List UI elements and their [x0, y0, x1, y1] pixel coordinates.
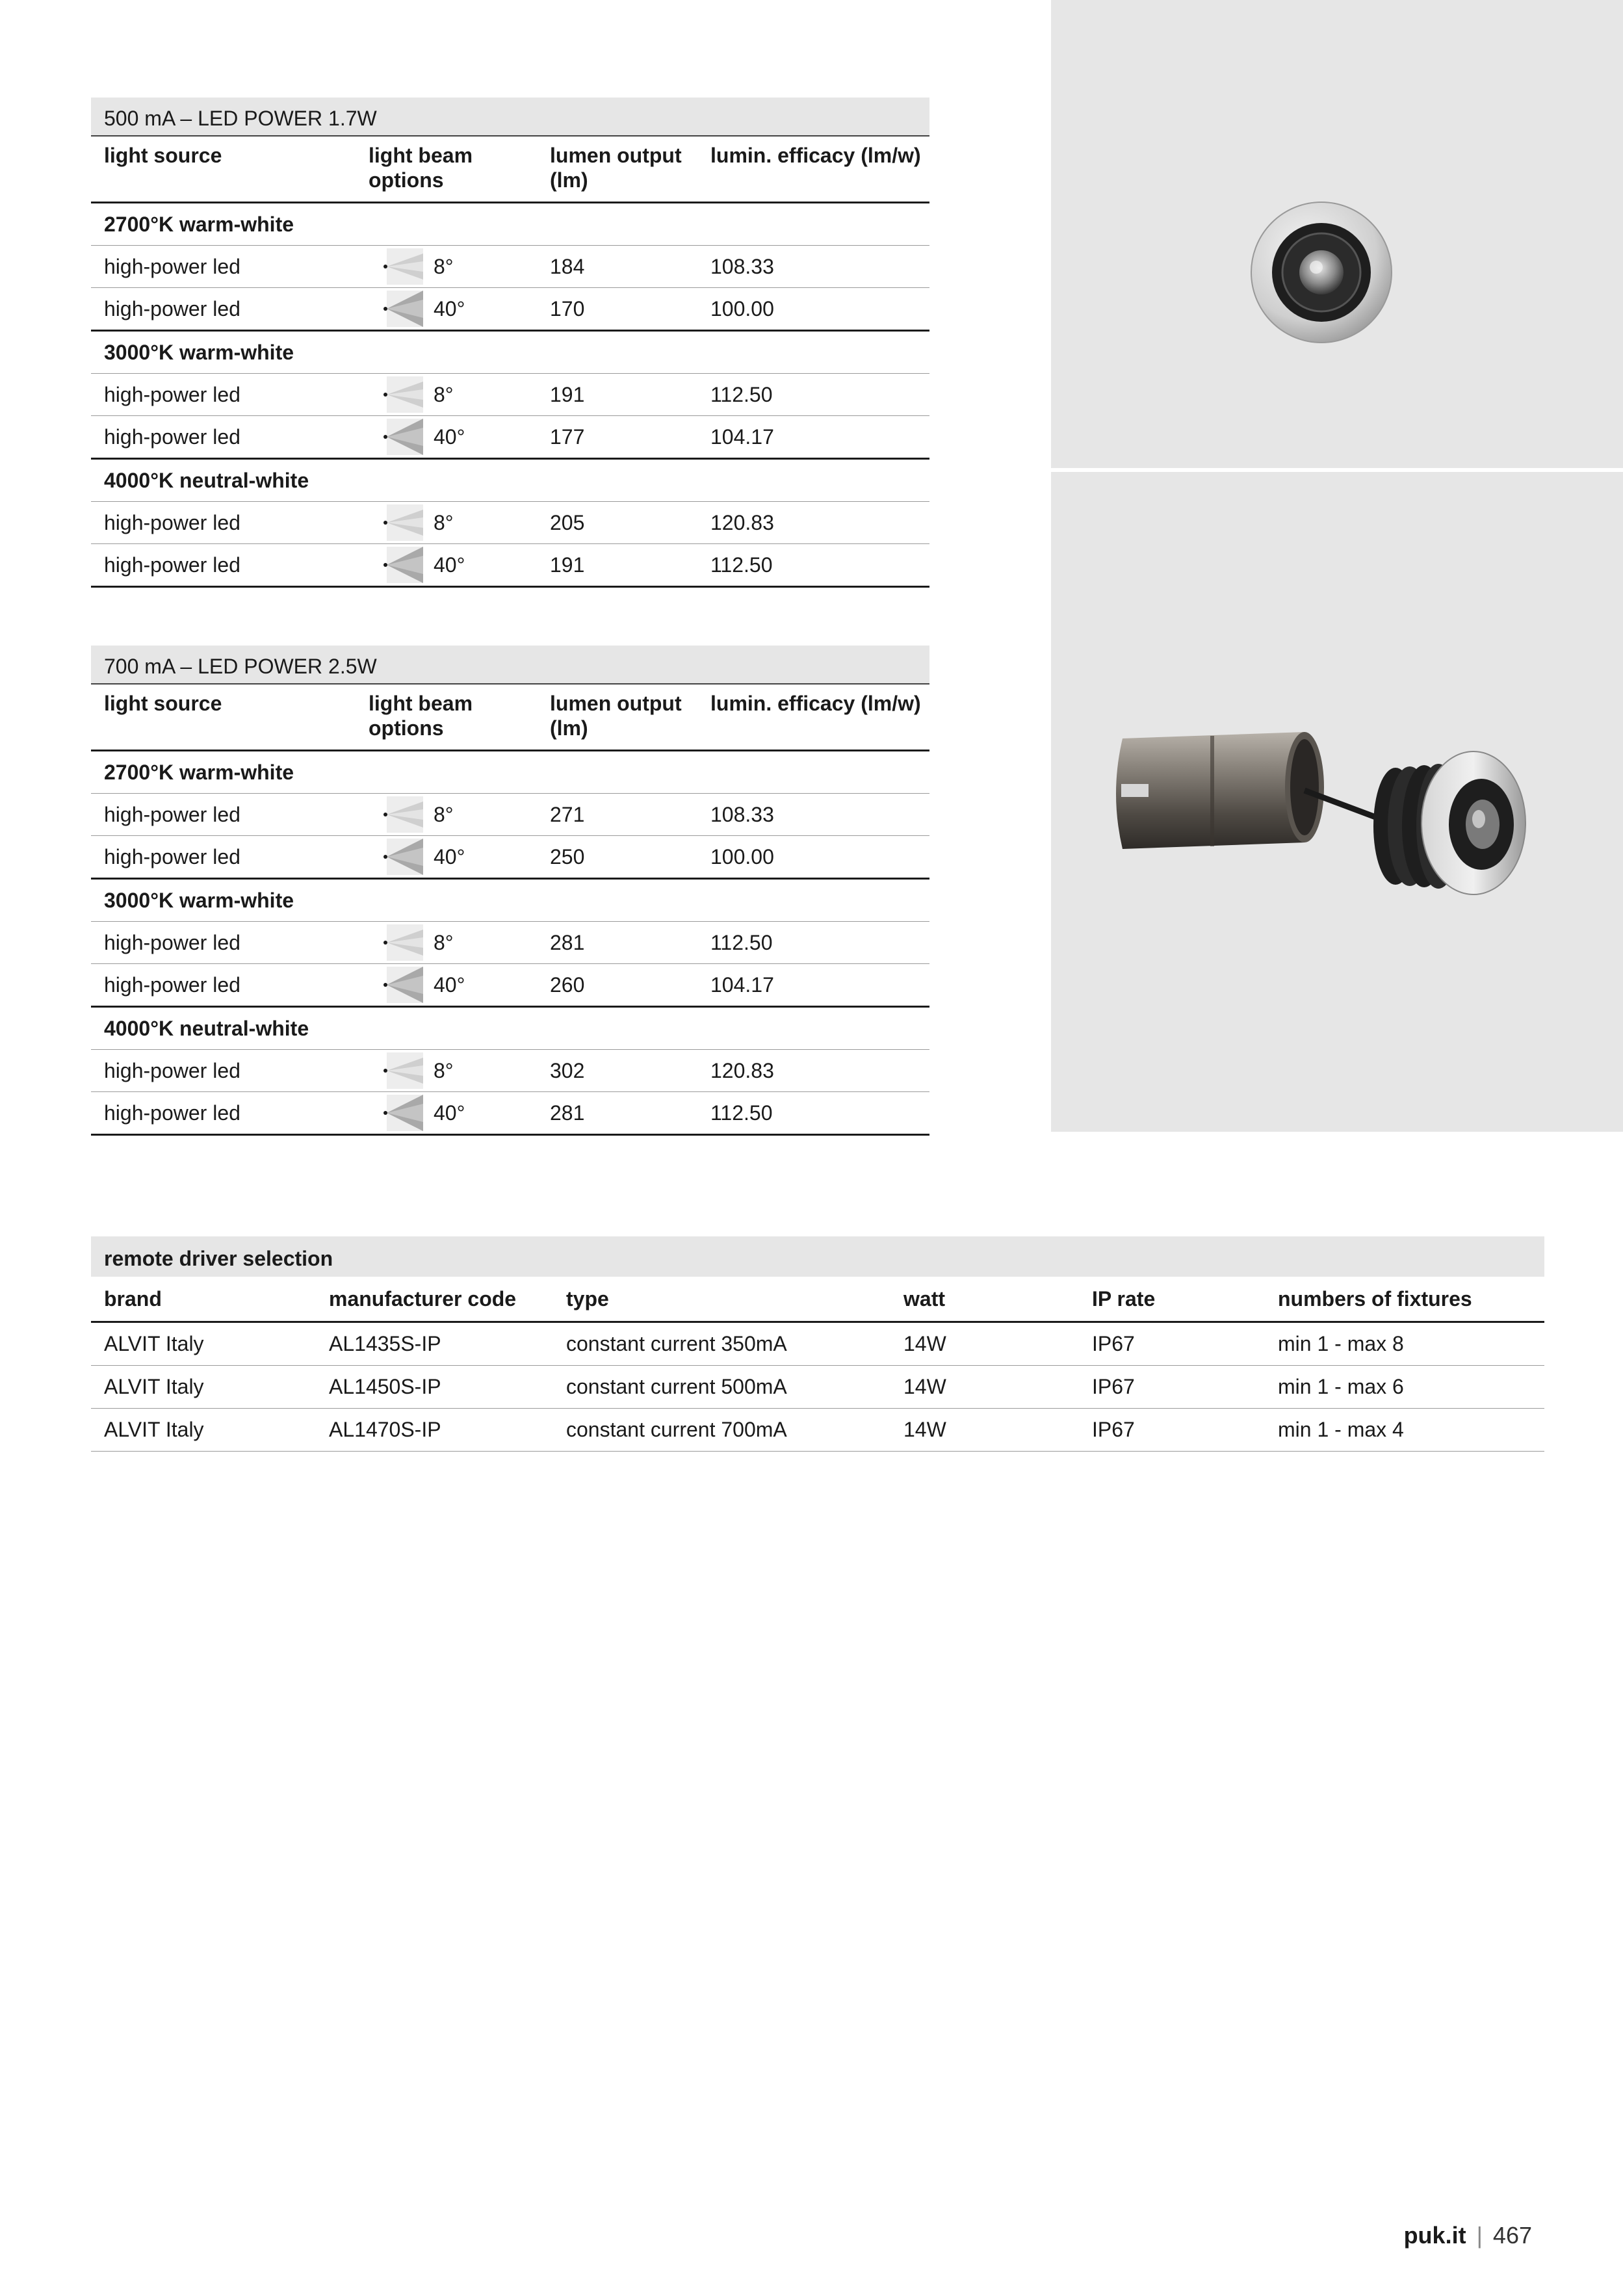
wide-beam-icon	[383, 419, 423, 455]
table-row	[91, 1092, 929, 1136]
header-ip-rate: IP rate	[1092, 1287, 1156, 1311]
table-row	[91, 1323, 1544, 1366]
lumen-output-cell: 205	[550, 511, 585, 534]
table-row	[91, 246, 929, 288]
type-cell: constant current 700mA	[566, 1418, 787, 1441]
beam-option-cell	[369, 922, 550, 963]
table-title: remote driver selection	[91, 1236, 1544, 1277]
beam-angle-label: 8°	[434, 1059, 454, 1082]
light-source-cell: high-power led	[104, 1101, 240, 1125]
beam-angle-label: 8°	[434, 803, 454, 826]
beam-angle-label: 40°	[434, 297, 465, 320]
header-fixtures: numbers of fixtures	[1278, 1287, 1472, 1311]
beam-option-cell	[369, 374, 550, 415]
table-row	[91, 544, 929, 588]
beam-angle-label: 8°	[434, 255, 454, 278]
color-temperature-group-label: 4000°K neutral-white	[91, 460, 929, 502]
narrow-beam-icon	[383, 504, 423, 541]
table-body	[91, 751, 929, 1136]
lumen-output-cell: 250	[550, 845, 585, 868]
footer-separator: |	[1476, 2222, 1483, 2249]
beam-option-cell	[369, 964, 550, 1006]
table-body	[91, 1323, 1544, 1452]
beam-angle-label: 40°	[434, 425, 465, 449]
header-lumen-output: lumen output (lm)	[550, 692, 682, 740]
table-row	[91, 288, 929, 332]
lumen-output-cell: 281	[550, 1101, 585, 1125]
efficacy-cell: 104.17	[710, 425, 774, 449]
lumen-output-cell: 302	[550, 1059, 585, 1082]
light-source-cell: high-power led	[104, 845, 240, 868]
beam-angle-label: 40°	[434, 553, 465, 577]
lumen-output-cell: 271	[550, 803, 585, 826]
color-temperature-group-label: 3000°K warm-white	[91, 880, 929, 922]
table-row	[91, 1050, 929, 1092]
lumen-output-cell: 177	[550, 425, 585, 449]
color-temperature-group-label: 2700°K warm-white	[91, 751, 929, 794]
beam-option-cell	[369, 836, 550, 878]
wide-beam-icon	[383, 291, 423, 327]
beam-angle-label: 40°	[434, 973, 465, 997]
light-source-cell: high-power led	[104, 425, 240, 449]
brand-cell: ALVIT Italy	[104, 1418, 204, 1441]
ip-rate-cell: IP67	[1092, 1418, 1135, 1441]
header-brand: brand	[104, 1287, 162, 1311]
remote-driver-table	[91, 1236, 1544, 1452]
lumen-output-cell: 191	[550, 553, 585, 577]
header-light-source: light source	[104, 692, 222, 715]
color-temperature-group-label: 4000°K neutral-white	[91, 1008, 929, 1050]
lumen-output-cell: 260	[550, 973, 585, 997]
product-side-view-image	[1110, 712, 1539, 920]
page-footer	[1404, 2222, 1532, 2249]
watt-cell: 14W	[903, 1332, 946, 1355]
beam-angle-label: 40°	[434, 1101, 465, 1125]
type-cell: constant current 500mA	[566, 1375, 787, 1398]
header-light-beam: light beam options	[369, 144, 473, 192]
table-title: 500 mA – LED POWER 1.7W	[91, 98, 929, 137]
narrow-beam-icon	[383, 924, 423, 961]
header-efficacy: lumin. efficacy (lm/w)	[710, 692, 921, 715]
efficacy-cell: 100.00	[710, 845, 774, 868]
beam-angle-label: 40°	[434, 845, 465, 868]
wide-beam-icon	[383, 967, 423, 1003]
footer-site-link[interactable]: puk.it	[1403, 2222, 1466, 2249]
header-light-beam: light beam options	[369, 692, 473, 740]
light-source-cell: high-power led	[104, 553, 240, 577]
table-header-row	[91, 1277, 1544, 1323]
efficacy-cell: 108.33	[710, 803, 774, 826]
lumen-output-cell: 184	[550, 255, 585, 278]
product-front-view-image	[1249, 200, 1394, 345]
fixtures-cell: min 1 - max 6	[1278, 1375, 1404, 1398]
brand-cell: ALVIT Italy	[104, 1375, 204, 1398]
table-body	[91, 203, 929, 588]
header-lumen-output: lumen output (lm)	[550, 144, 682, 192]
watt-cell: 14W	[903, 1418, 946, 1441]
efficacy-cell: 112.50	[710, 1101, 773, 1125]
wide-beam-icon	[383, 839, 423, 875]
header-light-source: light source	[104, 144, 222, 167]
light-source-cell: high-power led	[104, 973, 240, 997]
header-manufacturer-code: manufacturer code	[329, 1287, 517, 1311]
table-row	[91, 502, 929, 544]
wide-beam-icon	[383, 1095, 423, 1131]
efficacy-cell: 104.17	[710, 973, 774, 997]
narrow-beam-icon	[383, 376, 423, 413]
light-source-cell: high-power led	[104, 511, 240, 534]
table-row	[91, 1366, 1544, 1409]
fixtures-cell: min 1 - max 4	[1278, 1418, 1404, 1441]
table-row	[91, 374, 929, 416]
beam-option-cell	[369, 416, 550, 458]
header-efficacy: lumin. efficacy (lm/w)	[710, 144, 921, 167]
color-temperature-group-label: 3000°K warm-white	[91, 332, 929, 374]
product-photo-panel-front	[1051, 0, 1623, 468]
table-title: 700 mA – LED POWER 2.5W	[91, 646, 929, 685]
light-source-cell: high-power led	[104, 803, 240, 826]
table-row	[91, 794, 929, 836]
table-row	[91, 1409, 1544, 1452]
efficacy-cell: 112.50	[710, 553, 773, 577]
beam-option-cell	[369, 544, 550, 586]
narrow-beam-icon	[383, 248, 423, 285]
ip-rate-cell: IP67	[1092, 1332, 1135, 1355]
efficacy-cell: 100.00	[710, 297, 774, 320]
fixtures-cell: min 1 - max 8	[1278, 1332, 1404, 1355]
manufacturer-code-cell: AL1470S-IP	[329, 1418, 441, 1441]
wide-beam-icon	[383, 547, 423, 583]
beam-angle-label: 8°	[434, 931, 454, 954]
brand-cell: ALVIT Italy	[104, 1332, 204, 1355]
beam-option-cell	[369, 246, 550, 287]
efficacy-cell: 112.50	[710, 931, 773, 954]
beam-option-cell	[369, 502, 550, 543]
light-source-cell: high-power led	[104, 297, 240, 320]
type-cell: constant current 350mA	[566, 1332, 787, 1355]
light-source-cell: high-power led	[104, 1059, 240, 1082]
beam-option-cell	[369, 794, 550, 835]
page-number: 467	[1492, 2222, 1532, 2249]
table-header-row	[91, 685, 929, 751]
efficacy-cell: 112.50	[710, 383, 773, 406]
beam-option-cell	[369, 1092, 550, 1134]
beam-angle-label: 8°	[434, 383, 454, 406]
lumen-output-cell: 191	[550, 383, 585, 406]
efficacy-cell: 108.33	[710, 255, 774, 278]
manufacturer-code-cell: AL1435S-IP	[329, 1332, 441, 1355]
light-source-cell: high-power led	[104, 255, 240, 278]
lumen-output-cell: 281	[550, 931, 585, 954]
table-row	[91, 836, 929, 880]
table-header-row	[91, 137, 929, 203]
light-source-cell: high-power led	[104, 383, 240, 406]
header-watt: watt	[903, 1287, 945, 1311]
efficacy-cell: 120.83	[710, 511, 774, 534]
beam-option-cell	[369, 1050, 550, 1091]
light-source-cell: high-power led	[104, 931, 240, 954]
spec-table-500ma	[91, 98, 929, 588]
header-type: type	[566, 1287, 609, 1311]
table-row	[91, 416, 929, 460]
beam-option-cell	[369, 288, 550, 330]
narrow-beam-icon	[383, 1052, 423, 1089]
lumen-output-cell: 170	[550, 297, 585, 320]
table-row	[91, 964, 929, 1008]
efficacy-cell: 120.83	[710, 1059, 774, 1082]
color-temperature-group-label: 2700°K warm-white	[91, 203, 929, 246]
spec-table-700ma	[91, 646, 929, 1136]
product-photo-panel-side	[1051, 472, 1623, 1132]
manufacturer-code-cell: AL1450S-IP	[329, 1375, 441, 1398]
table-row	[91, 922, 929, 964]
watt-cell: 14W	[903, 1375, 946, 1398]
ip-rate-cell: IP67	[1092, 1375, 1135, 1398]
narrow-beam-icon	[383, 796, 423, 833]
beam-angle-label: 8°	[434, 511, 454, 534]
